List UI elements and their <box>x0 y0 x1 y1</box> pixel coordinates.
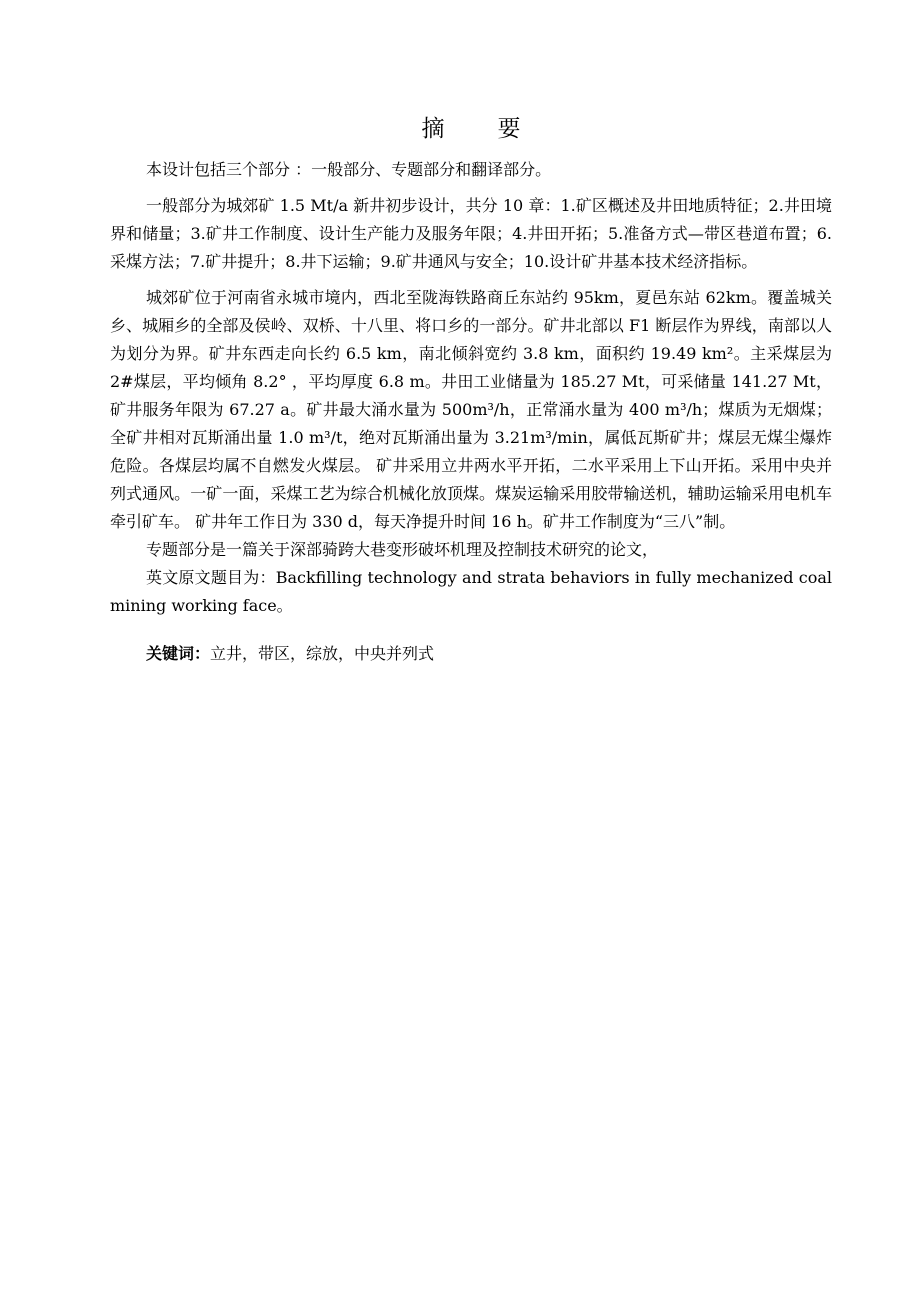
intro-paragraph: 本设计包括三个部分 ：一般部分、专题部分和翻译部分。 <box>146 160 552 179</box>
page-title: 摘 要 <box>421 116 536 142</box>
keywords-value: 立井，带区，综放，中央并列式 <box>210 644 435 663</box>
general-section-paragraph: 一般部分为城郊矿 1.5 Mt/a 新井初步设计，共分 10 章：1.矿区概述及井田地质特征；2.井田境界和储量；3.矿井工作制度、设计生产能力及服务年限；4.井田开拓；5.准备方式—带区巷道布置；6.采煤方法；7.矿井提升；8.井下运输；9.矿井通风与安全；10.设计矿井基本技术经济指标。 <box>110 196 832 271</box>
location-paragraph: 城郊矿位于河南省永城市境内，西北至陇海铁路商丘东站约 95km，夏邑东站 62km。覆盖城关乡、城厢乡的全部及侯岭、双桥、十八里、将口乡的一部分。矿井北部以 F1 断层作为界线，南部以人为划分为界。矿井东西走向长约 6.5 km，南北倾斜宽约 3.8 km，面积约 19.49 km²。主采煤层为 2#煤层，平均倾角 8.2° ，平均厚度 6.8 m。井田工业储量为 185.27 Mt，可采储量 141.27 Mt，矿井服务年限为 67.27 a。矿井最大涌水量为 500m³/h，正常涌水量为 400 m³/h；煤质为无烟煤；全矿井相对瓦斯涌出量 1.0 m³/t，绝对瓦斯涌出量为 3.21m³/min，属低瓦斯矿井；煤层无煤尘爆炸危险。各煤层均属不自燃发火煤层。 矿井采用立井两水平开拓，二水平采用上下山开拓。采用中央并列式通风。一矿一面，采煤工艺为综合机械化放顶煤。煤炭运输采用胶带输送机，辅助运输采用电机车牵引矿车。 矿井年工作日为 330 d，每天净提升时间 16 h。矿井工作制度为“三八”制。 <box>110 288 832 531</box>
keywords-label: 关键词： <box>146 644 211 663</box>
keywords-line <box>110 640 832 668</box>
translation-paragraph: 英文原文题目为：Backfilling technology and strata behaviors in fully mechanized coal mining working face。 <box>110 568 832 615</box>
special-topic-paragraph: 专题部分是一篇关于深部骑跨大巷变形破坏机理及控制技术研究的论文， <box>146 540 659 559</box>
abstract-page <box>110 112 832 668</box>
